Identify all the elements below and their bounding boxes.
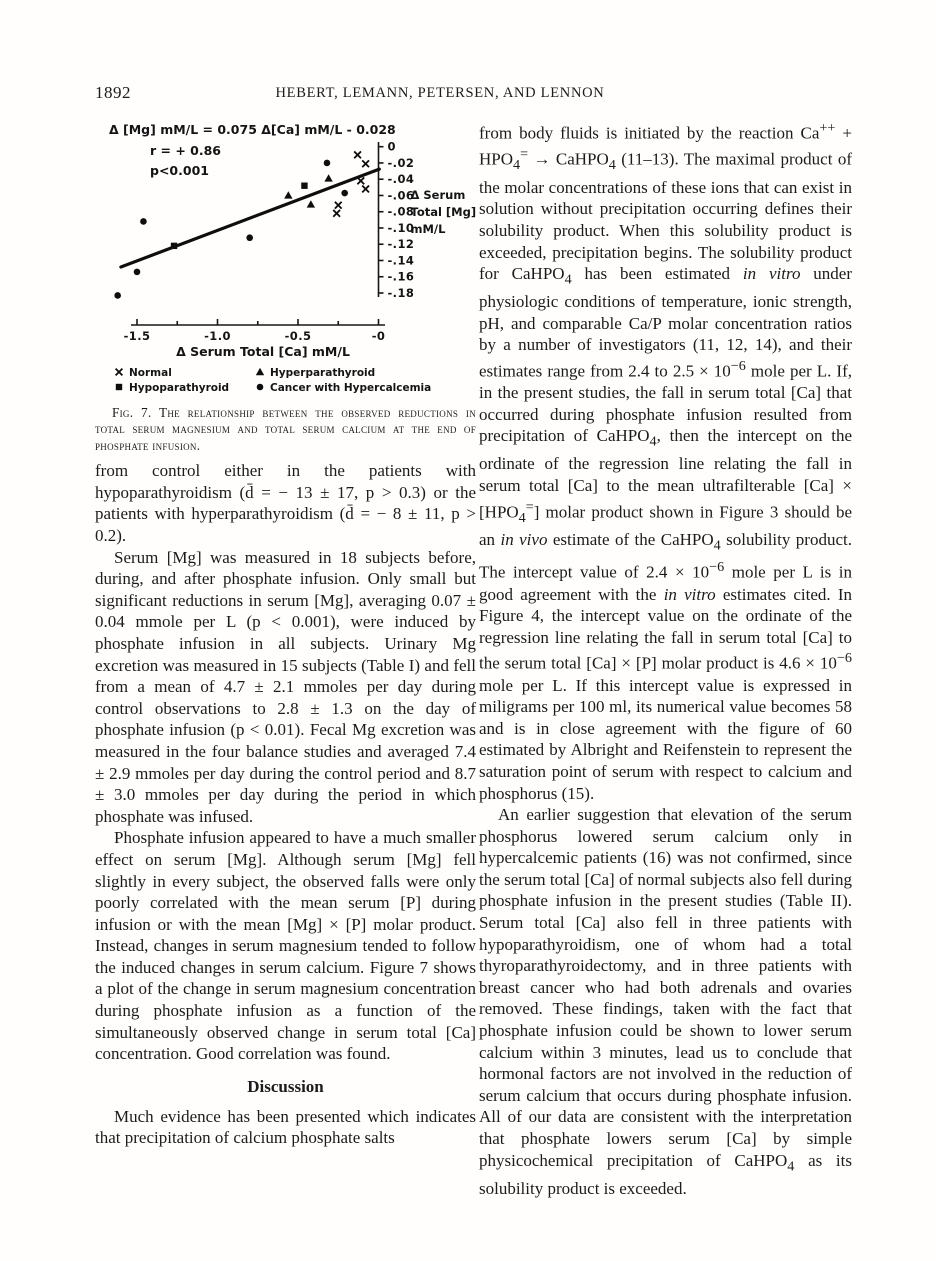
x-tick-label: -0: [371, 329, 386, 343]
fig7-scatter-chart: [95, 118, 476, 397]
data-point-normal: [335, 202, 342, 209]
y-tick-label: -.06: [387, 188, 415, 203]
x-axis-title: Δ Serum Total [Ca] mM/L: [176, 344, 350, 359]
data-point-hyperparathyroid: [307, 200, 315, 207]
data-point-hypoparathyroid: [171, 243, 177, 249]
page-number: 1892: [95, 83, 131, 102]
legend-label: Normal: [129, 367, 172, 379]
legend-label: Cancer with Hypercalcemia: [270, 382, 432, 394]
data-point-cancer-with-hypercalcemia: [134, 269, 141, 276]
y-axis-title: Δ Serum: [410, 188, 466, 202]
y-tick-label: -.14: [387, 253, 415, 268]
x-tick-label: -1.5: [123, 329, 151, 343]
data-point-normal: [333, 210, 340, 217]
right-column: [479, 118, 852, 1199]
data-point-cancer-with-hypercalcemia: [341, 190, 348, 197]
left-column: [95, 118, 476, 1149]
x-tick-label: -1.0: [204, 329, 231, 343]
paragraph: An earlier suggestion that elevation of the serum phosphorus lowered serum calcium only in hypercalcemic patients (16) was not confirmed, since the serum total [Ca] of normal subjects also fell during phosphate infusion in the present studies (Table II). Serum total [Ca] also fell in three patients with hypoparathyroidism, one of whom had a total thyroparathyroidectomy, and in three patients with breast cancer who had both adrenals and ovaries removed. These findings, taken with the fact that phosphate infusion could be shown to lower serum calcium within 3 minutes, lead us to conclude that hormonal factors are not involved in the reduction of serum calcium that occurs during phosphate infusion. All of our data are consistent with the interpretation that phosphate lowers serum [Ca] by simple physicochemical precipitation of CaHPO$_4$ as its solubility product is exceeded.: [479, 805, 852, 1198]
regression-line: [121, 169, 379, 267]
y-tick-label: -.04: [387, 172, 415, 187]
paragraph: Phosphate infusion appeared to have a much smaller effect on serum [Mg]. Although serum [Mg] fell slightly in every subject, the observed falls were only poorly correlated with the mean serum [P] during infusion or with the mean [Mg] × [P] molar product. Instead, changes in serum magnesium tended to follow the induced changes in serum calcium. Figure 7 shows a plot of the change in serum magnesium concentration during phosphate infusion as a function of the simultaneously observed change in serum total [Ca] concentration. Good correlation was found.: [95, 828, 476, 1064]
legend-marker-x: [116, 369, 123, 376]
page-header: [95, 83, 852, 107]
paragraph: Much evidence has been presented which indicates that precipitation of calcium phosphate salts: [95, 1106, 476, 1148]
data-point-cancer-with-hypercalcemia: [114, 292, 121, 299]
data-point-hyperparathyroid: [324, 174, 332, 181]
legend-marker-square: [116, 384, 122, 390]
data-point-normal: [362, 160, 369, 167]
x-tick-label: -0.5: [284, 329, 312, 343]
paragraph: from control either in the patients with hypoparathyroidism (d̄ = − 13 ± 17, p > 0.3) or the patients with hyperparathyroidism (d̄ = − 8 ± 11, p > 0.2).: [95, 461, 476, 545]
fig-r-value: r = + 0.86: [150, 143, 222, 158]
y-tick-label: 0: [387, 139, 396, 154]
legend-marker-triangle: [256, 368, 264, 375]
legend-marker-circle: [257, 384, 264, 391]
data-point-cancer-with-hypercalcemia: [140, 218, 147, 225]
legend-label: Hypoparathyroid: [129, 382, 230, 394]
figure-7: [95, 118, 476, 454]
fig-equation: Δ [Mg] mM/L = 0.075 Δ[Ca] mM/L - 0.028: [109, 122, 396, 137]
y-axis-title: mM/L: [410, 222, 446, 236]
y-tick-label: -.02: [387, 155, 415, 170]
running-head: HEBERT, LEMANN, PETERSEN, AND LENNON: [275, 85, 605, 101]
paragraph: from body fluids is initiated by the reaction $Ca^{++} + HPO_4^=$ → CaHPO$_4$ (11–13). The maximal product of the molar concentrations of these ions that can exist in solution without precipitation occurring defines their solubility product. When this solubility product is exceeded, precipitation begins. The solubility product for CaHPO$_4$ has been estimated in vitro under physiologic conditions of temperature, ionic strength, pH, and comparable Ca/P molar concentration ratios by a number of investigators (11, 12, 14), and their estimates range from 2.4 to $2.5 \times 10^{-6}$ mole per L. If, in the present studies, the fall in serum total [Ca] that occurred during phosphate infusion resulted from precipitation of CaHPO$_4$, then the intercept on the ordinate of the regression line relating the fall in serum total [Ca] to the mean ultrafilterable $[Ca] \times [HPO_4^=]$ molar product shown in Figure 3 should be an in vivo estimate of the CaHPO$_4$ solubility product. The intercept value of $2.4 \times 10^{-6}$ mole per L is in good agreement with the in vitro estimates cited. In Figure 4, the intercept value on the ordinate of the regression line relating the fall in serum total [Ca] to the serum total [Ca] × [P] molar product is $4.6 \times 10^{-6}$ mole per L. If this intercept value is expressed in miligrams per 100 ml, its numerical value becomes 58 and is in close agreement with the figure of 60 estimated by Albright and Reifenstein to represent the saturation point of serum with respect to calcium and phosphorus (15).: [479, 120, 853, 803]
data-point-cancer-with-hypercalcemia: [324, 160, 331, 167]
legend-label: Hyperparathyroid: [270, 367, 376, 379]
data-point-hypoparathyroid: [301, 183, 307, 189]
section-heading-discussion: Discussion: [247, 1076, 324, 1096]
fig-p-value: p<0.001: [150, 163, 209, 178]
figure-caption: Fig. 7. The relationship between the observed reductions in total serum magnesium and total serum calcium at the end of phosphate infusion.: [95, 405, 476, 453]
y-tick-label: -.12: [387, 237, 415, 252]
y-axis-title: Total [Mg]: [410, 205, 476, 219]
paragraph: Serum [Mg] was measured in 18 subjects before, during, and after phosphate infusion. Only small but significant reductions in serum [Mg], averaging 0.07 ± 0.04 mmole per L (p < 0.001), were induced by phosphate infusion in all subjects. Urinary Mg excretion was measured in 15 subjects (Table I) and fell from a mean of 4.7 ± 2.1 mmoles per day during control observations to 2.8 ± 1.3 on the day of phosphate infusion (p < 0.01). Fecal Mg excretion was measured in the four balance studies and averaged 7.4 ± 2.9 mmoles per day during the control period and 8.7 ± 3.0 mmoles per day during the period in which phosphate was infused.: [95, 547, 476, 826]
data-point-normal: [354, 151, 361, 158]
data-point-normal: [357, 177, 364, 184]
y-tick-label: -.08: [387, 204, 415, 219]
data-point-cancer-with-hypercalcemia: [246, 234, 253, 241]
y-tick-label: -.10: [387, 220, 415, 235]
y-tick-label: -.16: [387, 269, 415, 284]
y-tick-label: -.18: [387, 286, 415, 300]
data-point-hyperparathyroid: [284, 191, 292, 198]
data-point-normal: [362, 186, 369, 193]
